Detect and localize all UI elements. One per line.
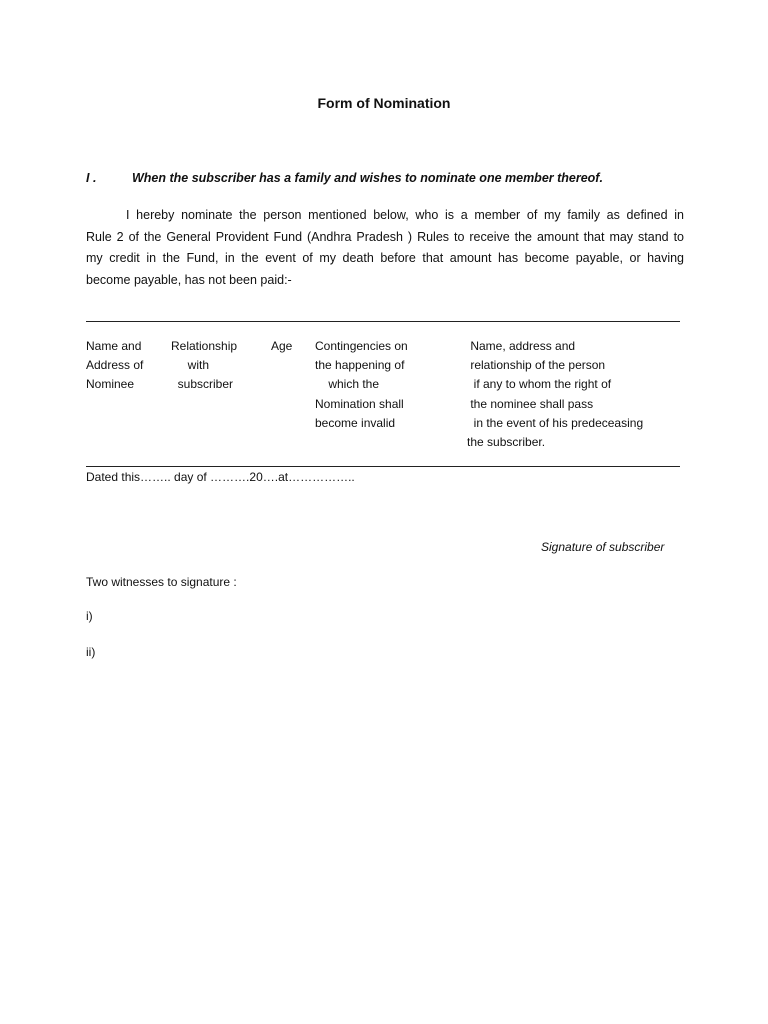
table-top-rule	[86, 321, 680, 322]
witness-2-label: ii)	[86, 645, 96, 659]
witnesses-label: Two witnesses to signature :	[86, 575, 237, 589]
table-bottom-rule	[86, 466, 680, 467]
header-age: Age	[271, 339, 293, 353]
signature-label: Signature of subscriber	[541, 540, 665, 554]
section-number: I .	[86, 171, 97, 185]
paragraph-line: Rule 2 of the General Provident Fund (Andhra Pradesh ) Rules to receive the amount that may stand to	[86, 229, 684, 244]
paragraph-line: my credit in the Fund, in the event of my death before that amount has become payable, or having	[86, 251, 684, 265]
paragraph-line: become payable, has not been paid:-	[86, 272, 292, 287]
paragraph-line: I hereby nominate the person mentioned below, who is a member of my family as defined in	[126, 208, 684, 222]
section-heading: When the subscriber has a family and wishes to nominate one member thereof.	[132, 171, 603, 185]
header-relationship: Relationship with subscriber	[171, 339, 238, 392]
dated-line: Dated this…….. day of ……….20….at……………..	[86, 470, 355, 484]
header-contingencies: Contingencies on the happening of which the Nomination shall become invalid	[315, 339, 408, 430]
nomination-paragraph	[86, 205, 684, 291]
witness-1-label: i)	[86, 609, 93, 623]
page-title: Form of Nomination	[317, 95, 451, 111]
header-alternate-nominee: Name, address and relationship of the person if any to whom the right of the nominee shall pass in the event of his predeceasing the subscriber.	[467, 339, 644, 450]
header-nominee: Name and Address of Nominee	[86, 339, 144, 392]
